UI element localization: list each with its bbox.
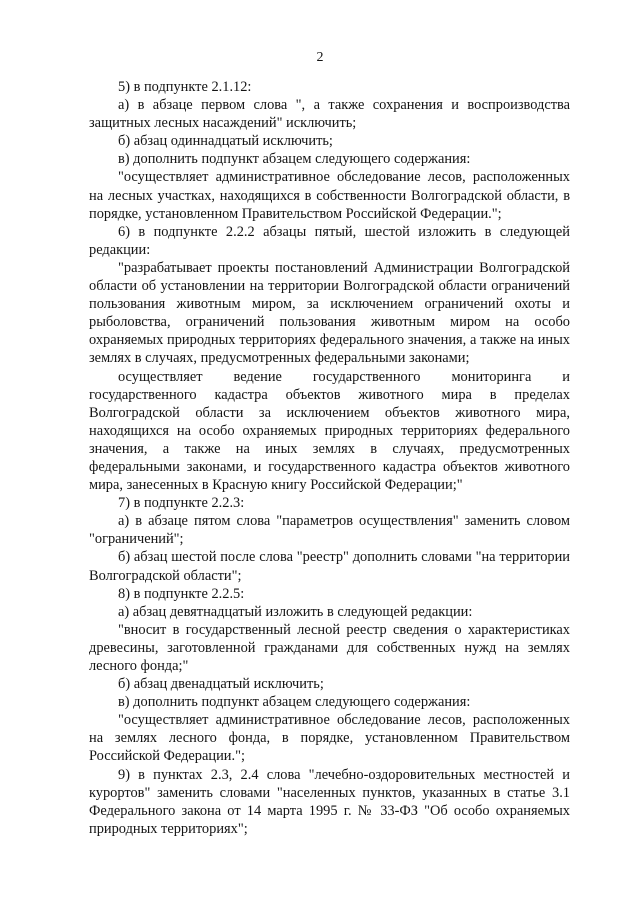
- paragraph-item-5v: в) дополнить подпункт абзацем следующего содержания:: [118, 151, 471, 168]
- paragraph-item-8: 8) в подпункте 2.2.5:: [118, 585, 245, 602]
- paragraph-item-5a: а) в абзаце первом слова ", а также сохранения и воспроизводства защитных лесных насаждений" исключить;: [89, 97, 570, 132]
- paragraph-quote-8v: "осуществляет административное обследование лесов, расположенных на землях лесного фонда, в порядке, установленном Правительством Российской Федерации.";: [89, 712, 570, 765]
- paragraph-quote-6a: "разрабатывает проекты постановлений Администрации Волгоградской области об установлении на территории Волгоградской области ограничений пользования животным миром, за исключением ограничений охоты и рыболовства, ограничений пользования животным миром на особо охраняемых природных территориях федерального значения, а также на иных землях в случаях, предусмотренных федеральными законами;: [89, 259, 570, 367]
- paragraph-quote-6b: осуществляет ведение государственного мониторинга и государственного кадастра объектов животного мира в пределах Волгоградской области за исключением объектов животного мира, находящихся на особо охраняемых природных территориях федерального значения, а также на иных землях в случаях, предусмотренных федеральными законами, и государственного кадастра объектов животного мира, занесенных в Красную книгу Российской Федерации;": [89, 368, 570, 494]
- paragraph-quote-5: "осуществляет административное обследование лесов, расположенных на лесных участках, находящихся в собственности Волгоградской области, в порядке, установленном Правительством Российской Федерации.";: [89, 169, 570, 222]
- paragraph-item-5: 5) в подпункте 2.1.12:: [118, 79, 252, 95]
- paragraph-item-7b: б) абзац шестой после слова "реестр" дополнить словами "на территории Волгоградской области";: [89, 549, 570, 584]
- paragraph-item-8a: а) абзац девятнадцатый изложить в следующей редакции:: [118, 603, 473, 620]
- paragraph-item-8b: б) абзац двенадцатый исключить;: [118, 676, 324, 693]
- document-body: [89, 78, 570, 838]
- paragraph-item-7a: а) в абзаце пятом слова "параметров осуществления" заменить словом "ограничений";: [89, 513, 570, 548]
- paragraph-item-9: 9) в пунктах 2.3, 2.4 слова "лечебно-оздоровительных местностей и курортов" заменить словами "населенных пунктов, указанных в статье 3.1 Федерального закона от 14 марта 1995 г. № 33-ФЗ "Об особо охраняемых природных территориях";: [89, 766, 570, 837]
- paragraph-item-6: 6) в подпункте 2.2.2 абзацы пятый, шестой изложить в следующей редакции:: [89, 223, 570, 258]
- paragraph-quote-8a: "вносит в государственный лесной реестр сведения о характеристиках древесины, заготовленной гражданами для собственных нужд на землях лесного фонда;": [89, 621, 570, 674]
- paragraph-item-5b: б) абзац одиннадцатый исключить;: [118, 133, 333, 150]
- paragraph-item-8v: в) дополнить подпункт абзацем следующего содержания:: [118, 694, 471, 711]
- paragraph-item-7: 7) в подпункте 2.2.3:: [118, 495, 245, 512]
- page-number: 2: [316, 50, 324, 65]
